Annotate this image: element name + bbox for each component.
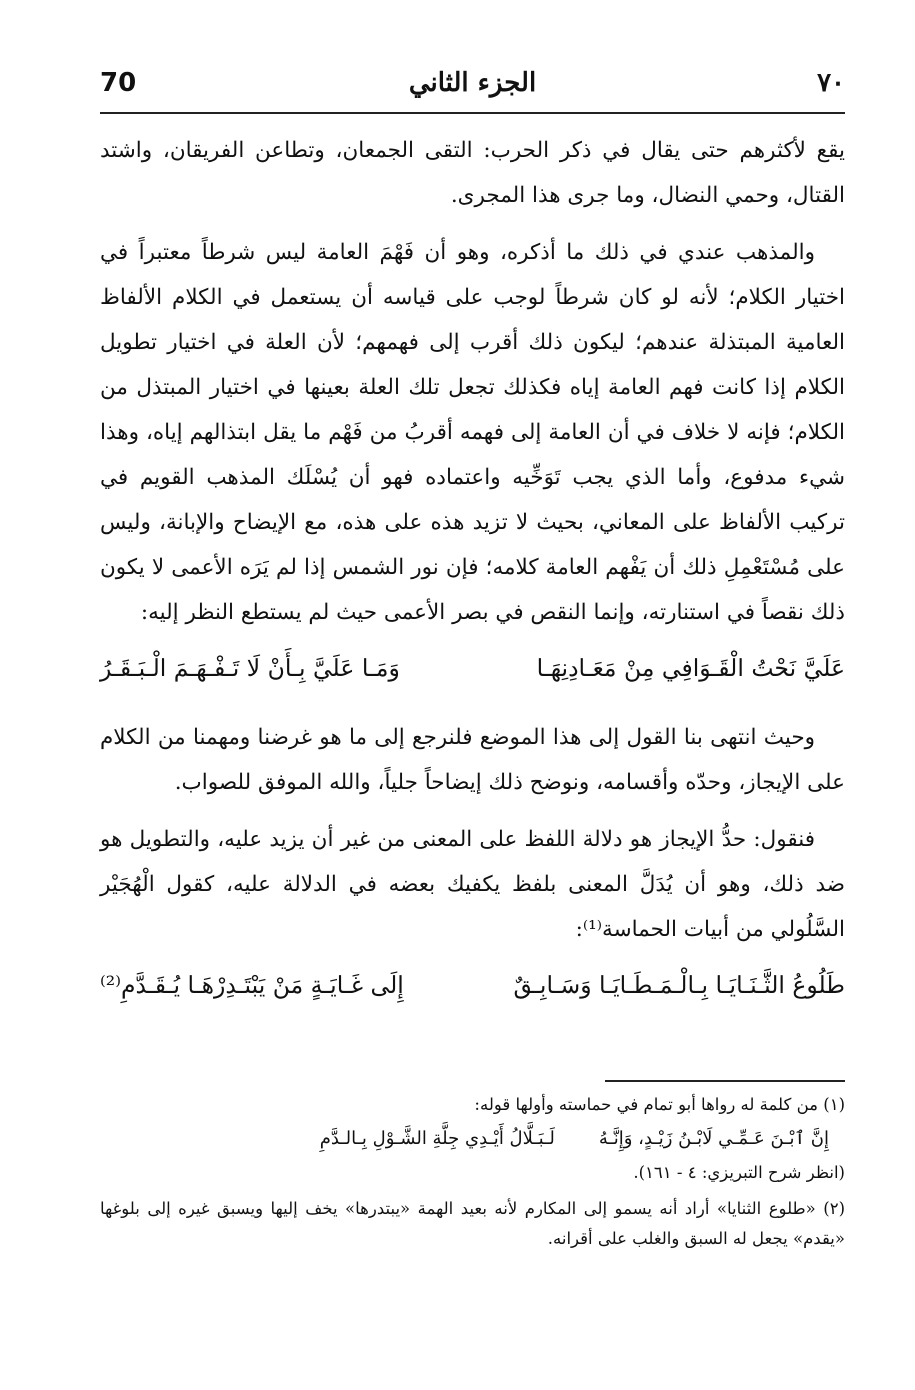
verse-1-second-hemistich: وَمَـا عَلَيَّ بِـأَنْ لَا تَـفْـهَـمَ الْـبَـقَـرُ [100, 654, 400, 682]
page-number-latin: 70 [100, 68, 137, 98]
running-title: الجزء الثاني [408, 68, 537, 98]
footnote-1-verse-second-hemistich: لَـبَـلَّالُ أَيْـدِي جِلَّةِ الشَّـوْلِ بِـالـدَّمِ [319, 1128, 555, 1149]
main-text [100, 128, 845, 1032]
verse-2-first-hemistich: طَلُوعُ الثَّـنَـايَـا بِـالْـمَـطَـايَـا وَسَـابِـقٌ [513, 971, 845, 999]
verse-2 [100, 962, 845, 1008]
footnote-2: (٢) «طلوع الثنايا» أراد أنه يسمو إلى المكارم لأنه بعيد الهمة «يبتدرها» يخف إليها ويسبق غيره إلى بلوغها «يقدم» يجعل له السبق والغلب على أقرانه. [100, 1199, 845, 1248]
paragraph-3: وحيث انتهى بنا القول إلى هذا الموضع فلنرجع إلى ما هو غرضنا ومهمنا من الكلام على الإيجاز، وحدّه وأقسامه، ونوضح ذلك إيضاحاً جلياً، والله الموفق للصواب. [100, 725, 845, 795]
footnote-rule [605, 1080, 845, 1082]
paragraph-2: والمذهب عندي في ذلك ما أذكره، وهو أن فَهْمَ العامة ليس شرطاً معتبراً في اختيار الكلام؛ لأنه لو كان شرطاً لوجب على قياسه أن يستعمل في الكلام الألفاظ العامية المبتذلة عندهم؛ ليكون ذلك أقرب إلى فهمهم؛ لأن العلة في اختيار تطويل الكلام إذا كانت فهم العامة إياه فكذلك تجعل تلك العلة بعينها في اختيار المبتذل من الكلام؛ فإنه لا خلاف في أن العامة إلى فهمه أقربُ من فَهْم ما يقل ابتذالهم إياه، وهذا شيء مدفوع، وأما الذي يجب تَوَخِّيه واعتماده فهو أن يُسْلَك المذهب القويم في تركيب الألفاظ على المعاني، بحيث لا تزيد هذه على هذه، مع الإيضاح والإبانة، وليس على مُسْتَعْمِلِ ذلك أن يَفْهم العامة كلامه؛ فإن نور الشمس إذا لم يَرَه الأعمى لا يكون ذلك نقصاً في استنارته، وإنما النقص في بصر الأعمى حيث لم يستطع النظر إليه: [100, 240, 845, 625]
page-number-arabic: ٧٠ [817, 68, 845, 98]
footnote-1-verse-first-hemistich: إِنَّ ٱبْـنَ عَـمِّـي لَابْـنُ زَيْـدٍ، وَإِنَّـهُ [598, 1128, 829, 1149]
paragraph-1: يقع لأكثرهم حتى يقال في ذكر الحرب: التقى الجمعان، وتطاعن الفريقان، واشتد القتال، وحمي النضال، وما جرى هذا المجرى. [100, 138, 845, 208]
footnote-1: (١) من كلمة له رواها أبو تمام في حماسته وأولها قوله: [474, 1095, 845, 1114]
header-rule [100, 112, 845, 114]
verse-1 [100, 645, 845, 691]
footnote-1-reference: (انظر شرح التبريزي: ٤ - ١٦١). [633, 1163, 845, 1182]
footnote-1-verse [100, 1120, 829, 1158]
verse-1-first-hemistich: عَلَيَّ نَحْتُ الْقَـوَافِي مِنْ مَعَـادِنِهَـا [536, 654, 845, 682]
footnotes [100, 1090, 845, 1254]
paragraph-4: فنقول: حدُّ الإيجاز هو دلالة اللفظ على المعنى من غير أن يزيد عليه، والتطويل هو ضد ذلك، وهو أن يُدَلَّ المعنى بلفظ يكفيك بعضه في الدلالة عليه، كقول الْهُجَيْر السَّلُولي من أبيات الحماسة⁽¹⁾: [100, 827, 845, 942]
verse-2-second-hemistich: إِلَى غَـايَـةٍ مَنْ يَبْتَـدِرْهَـا يُـقَـدَّمِ⁽²⁾ [100, 971, 404, 999]
page-header [100, 62, 845, 110]
